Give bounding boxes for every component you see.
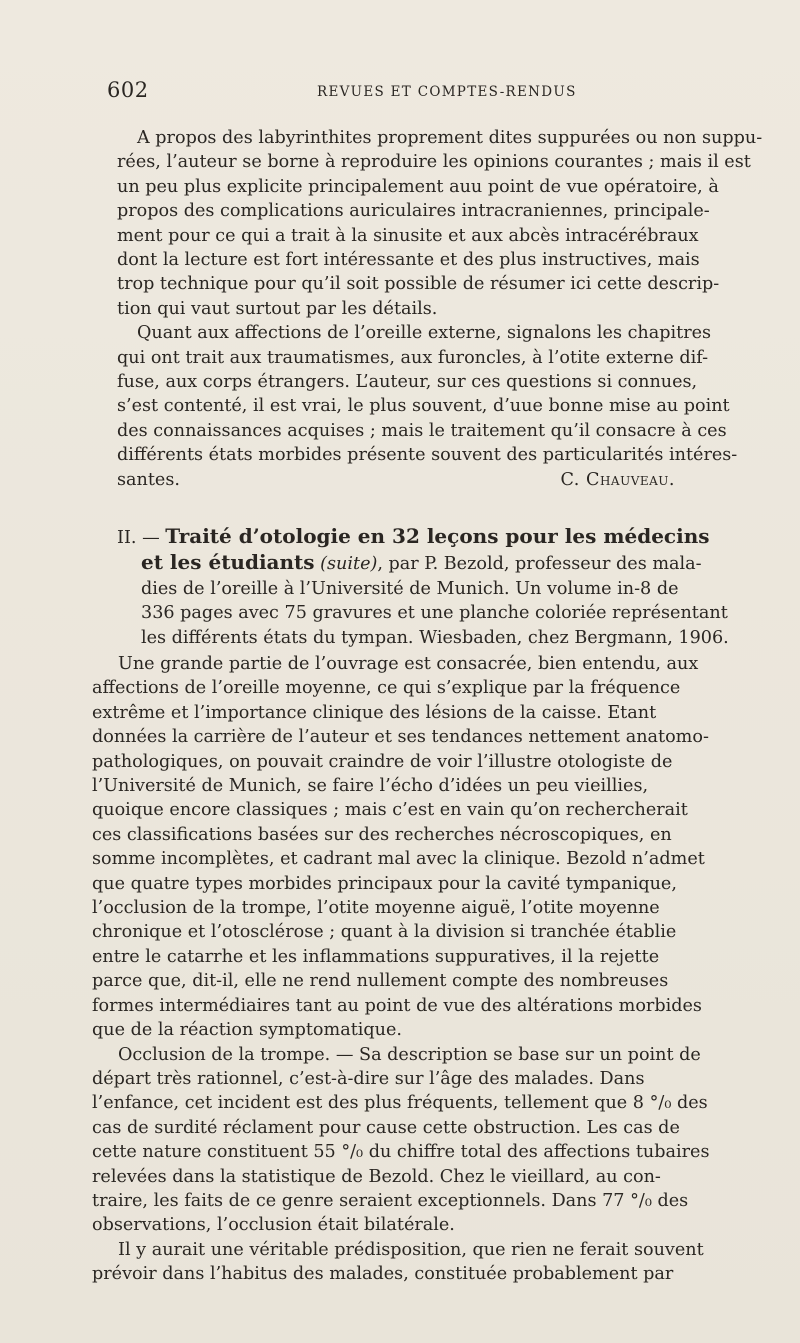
text-line: dont la lecture est fort intéressante et des plus instructives, mais	[117, 250, 700, 271]
author-signature: C. Chauveau.	[560, 469, 675, 490]
page-header	[107, 78, 767, 106]
text-line: A propos des labyrinthites proprement dites suppurées ou non suppu-	[137, 128, 763, 148]
text-line: entre le catarrhe et les inflammations suppuratives, il la rejette	[92, 946, 660, 967]
text-line: l’occlusion de la trompe, l’otite moyenne aiguë, l’otite moyenne	[92, 898, 660, 919]
text-line: parce que, dit-il, elle ne rend nullement compte des nombreuses	[92, 971, 669, 992]
text-line: somme incomplètes, et cadrant mal avec la clinique. Bezold n’admet	[92, 849, 705, 870]
text-line: l’Université de Munich, se faire l’écho d’idées un peu vieillies,	[92, 776, 649, 797]
text-line: affections de l’oreille moyenne, ce qui s’explique par la fréquence	[92, 678, 681, 699]
text-line: Occlusion de la trompe. — Sa description se base sur un point de	[118, 1044, 701, 1065]
bib-line: 336 pages avec 75 gravures et une planche coloriée représentant	[141, 603, 728, 624]
bib-line	[117, 550, 765, 576]
text-line: pathologiques, on pouvait craindre de voir l’illustre otologiste de	[92, 751, 673, 772]
page-number: 602	[107, 78, 149, 102]
text-line: tion qui vaut surtout par les détails.	[117, 298, 438, 319]
running-head: REVUES ET COMPTES-RENDUS	[317, 84, 577, 100]
text-line: observations, l’occlusion était bilatérale.	[92, 1215, 455, 1236]
text-line: Il y aurait une véritable prédisposition, que rien ne ferait souvent	[118, 1239, 704, 1260]
book-title-line-2: et les étudiants	[141, 550, 315, 575]
text-line: cette nature constituent 55 °/₀ du chiffre total des affections tubaires	[92, 1142, 710, 1163]
text-line: trop technique pour qu’il soit possible de résumer ici cette descrip-	[117, 274, 720, 295]
text-line: fuse, aux corps étrangers. L’auteur, sur ces questions si connues,	[117, 372, 698, 393]
text-line: Quant aux affections de l’oreille externe, signalons les chapitres	[137, 323, 712, 344]
suite-label: (suite)	[320, 554, 378, 575]
text-line: chronique et l’otosclérose ; quant à la division si tranchée établie	[92, 922, 677, 943]
section-number: II. —	[117, 528, 160, 548]
text-line: que quatre types morbides principaux pour la cavité tympanique,	[92, 873, 677, 894]
text-line: données la carrière de l’auteur et ses tendances nettement anatomo-	[92, 727, 709, 748]
review-2-heading	[117, 524, 765, 650]
review-1-text	[117, 126, 765, 492]
text-line: l’enfance, cet incident est des plus fréquents, tellement que 8 °/₀ des	[92, 1093, 708, 1114]
text-line: cas de surdité réclament pour cause cette obstruction. Les cas de	[92, 1117, 680, 1138]
bib-text: , par P. Bezold, professeur des mala-	[377, 554, 702, 575]
book-title-line-1: Traité d’otologie en 32 leçons pour les médecins	[165, 524, 710, 548]
text-line: santes.	[117, 469, 180, 490]
bib-line: dies de l’oreille à l’Université de Munich. Un volume in-8 de	[141, 578, 679, 599]
text-line: propos des complications auriculaires intracraniennes, principale-	[117, 201, 710, 222]
text-line: que de la réaction symptomatique.	[92, 1020, 402, 1041]
text-line: Une grande partie de l’ouvrage est consacrée, bien entendu, aux	[118, 654, 699, 674]
text-line: relevées dans la statistique de Bezold. Chez le vieillard, au con-	[92, 1166, 661, 1187]
text-line: qui ont trait aux traumatismes, aux furoncles, à l’otite externe dif-	[117, 347, 709, 368]
text-line: s’est contenté, il est vrai, le plus souvent, d’uue bonne mise au point	[117, 396, 730, 417]
text-line: départ très rationnel, c’est-à-dire sur l’âge des malades. Dans	[92, 1068, 645, 1089]
text-line: traire, les faits de ce genre seraient exceptionnels. Dans 77 °/₀ des	[92, 1190, 689, 1211]
text-line: différents états morbides présente souvent des particularités intéres-	[117, 445, 738, 466]
text-line: ment pour ce qui a trait à la sinusite et aux abcès intracérébraux	[117, 225, 699, 246]
text-line: extrême et l’importance clinique des lésions de la caisse. Etant	[92, 702, 657, 723]
signature-line	[117, 468, 765, 492]
text-line: des connaissances acquises ; mais le traitement qu’il consacre à ces	[117, 420, 727, 441]
text-line: prévoir dans l’habitus des malades, constituée probablement par	[92, 1264, 674, 1285]
text-line: formes intermédiaires tant au point de vue des altérations morbides	[92, 995, 702, 1016]
text-line: un peu plus explicite principalement auu point de vue opératoire, à	[117, 176, 719, 197]
text-line: ces classifications basées sur des recherches nécroscopiques, en	[92, 824, 672, 845]
text-line: rées, l’auteur se borne à reproduire les opinions courantes ; mais il est	[117, 152, 751, 173]
section-title-line	[117, 524, 765, 550]
text-line: quoique encore classiques ; mais c’est en vain qu’on rechercherait	[92, 800, 688, 821]
review-2-body	[92, 652, 764, 1287]
bib-line: les différents états du tympan. Wiesbaden, chez Bergmann, 1906.	[141, 627, 729, 648]
